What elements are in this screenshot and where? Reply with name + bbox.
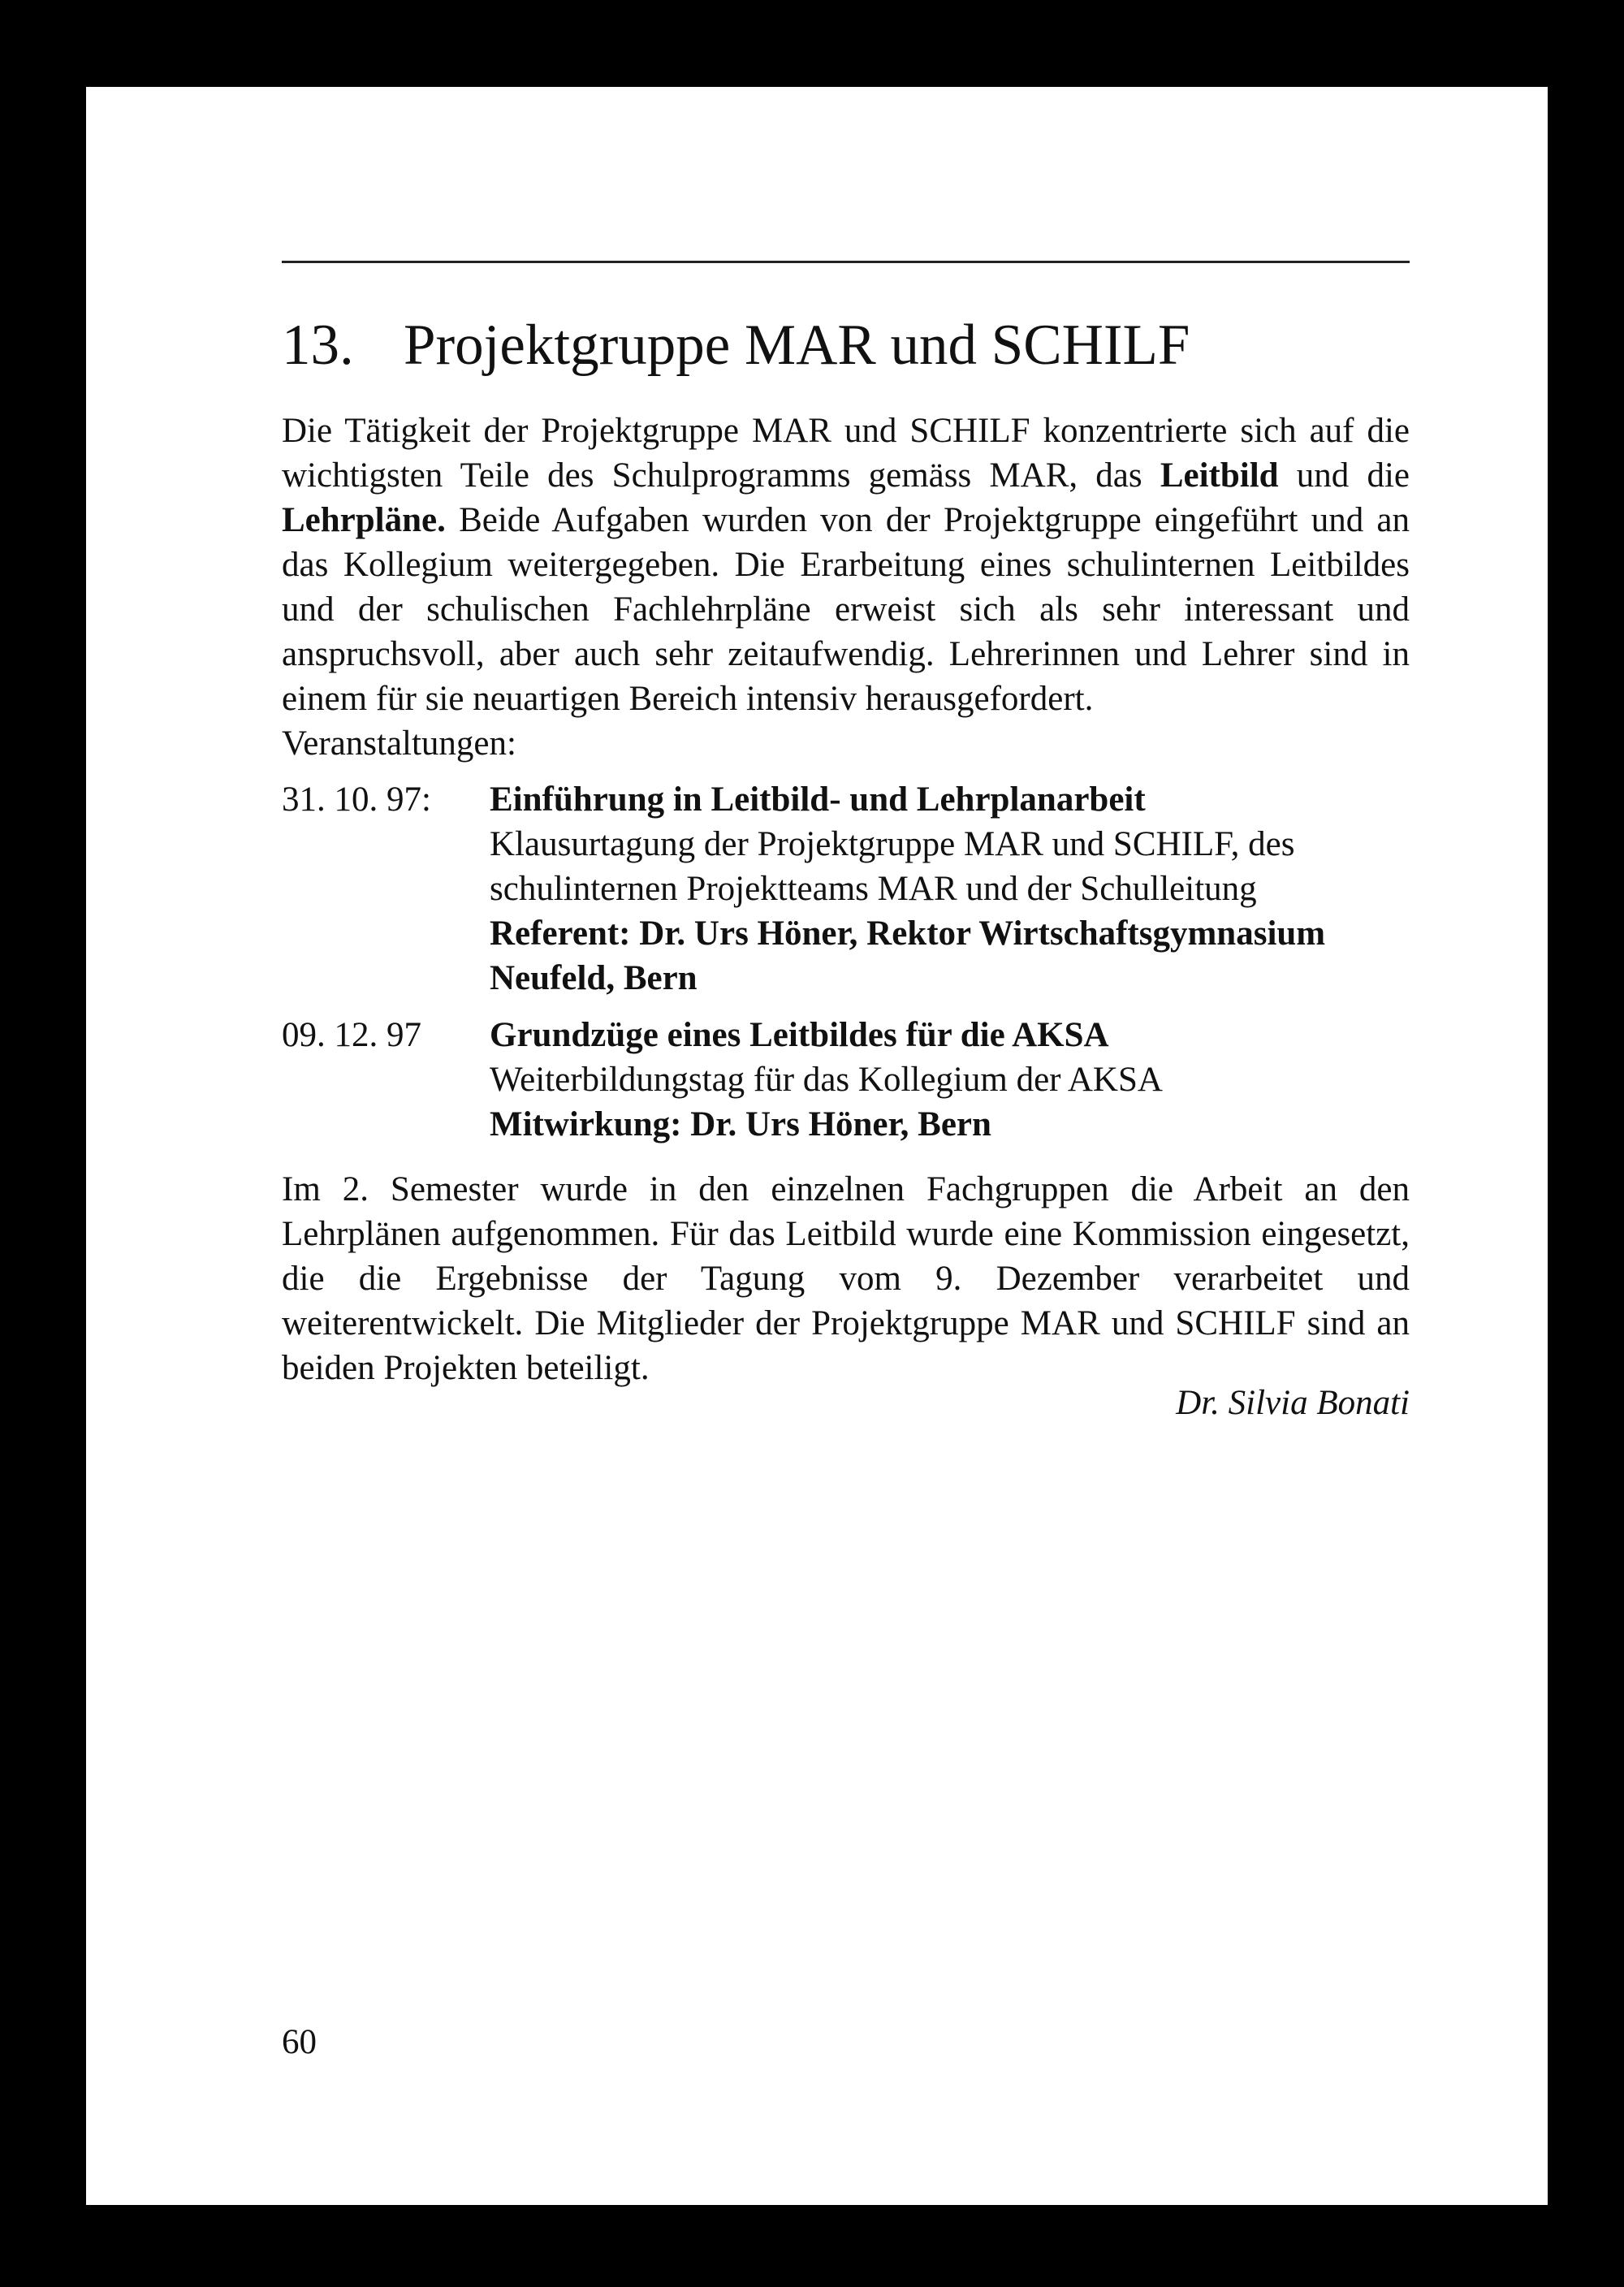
signature: Dr. Silvia Bonati — [1176, 1384, 1410, 1422]
page-number: 60 — [282, 2023, 317, 2061]
event-description: Weiterbildungstag für das Kollegium der AKSA — [490, 1061, 1163, 1099]
event-date: 09. 12. 97 — [282, 1016, 421, 1054]
event-title: Grundzüge eines Leitbildes für die AKSA — [490, 1016, 1109, 1054]
event-description: Klausurtagung der Projektgruppe MAR und SCHILF, des — [490, 825, 1295, 863]
intro-text-3: Beide Aufgaben wurden von der Projektgruppe eingeführt und an das Kollegium weitergegeben. Die Erarbeitung eines schulinternen Leitbildes und der schulischen Fachlehrpläne erweist sich als sehr interessant und anspruchsvoll, aber auch sehr zeitaufwendig. Lehrerinnen und Lehrer sind in einem für sie neuartigen Bereich intensiv herausgefordert. — [282, 501, 1410, 718]
event-person: Neufeld, Bern — [490, 959, 698, 997]
heading-rule — [282, 261, 1410, 263]
event-body — [490, 777, 1410, 1001]
event-body — [490, 1013, 1410, 1147]
intro-paragraph — [282, 409, 1410, 721]
events-label: Veranstaltungen: — [282, 724, 516, 763]
intro-bold-leitbild: Leitbild — [1160, 456, 1279, 495]
section-title: Projektgruppe MAR und SCHILF — [404, 313, 1190, 377]
intro-text-1: Die Tätigkeit der Projektgruppe MAR und SCHILF konzentrierte sich auf die wichtigsten Teile des Schulprogramms gemäss MAR, das — [282, 412, 1410, 495]
intro-text-2: und die — [1278, 456, 1410, 495]
event-person: Mitwirkung: Dr. Urs Höner, Bern — [490, 1105, 991, 1144]
section-number: 13. — [282, 313, 354, 377]
second-paragraph: Im 2. Semester wurde in den einzelnen Fachgruppen die Arbeit an den Lehrplänen aufgenommen. Für das Leitbild wurde eine Kommission eingesetzt, die die Ergebnisse der Tagung vom 9. Dezember verarbeitet und weiterentwickelt. Die Mitglieder der Projektgruppe MAR und SCHILF sind an beiden Projekten beteiligt. — [282, 1170, 1410, 1387]
event-date: 31. 10. 97: — [282, 780, 431, 819]
event-person: Referent: Dr. Urs Höner, Rektor Wirtschaftsgymnasium — [490, 914, 1326, 953]
event-title: Einführung in Leitbild- und Lehrplanarbeit — [490, 780, 1146, 819]
event-description: schulinternen Projektteams MAR und der Schulleitung — [490, 870, 1257, 908]
document-page — [86, 87, 1548, 2205]
intro-bold-lehrplaene: Lehrpläne. — [282, 501, 446, 539]
section-heading — [282, 311, 1190, 380]
